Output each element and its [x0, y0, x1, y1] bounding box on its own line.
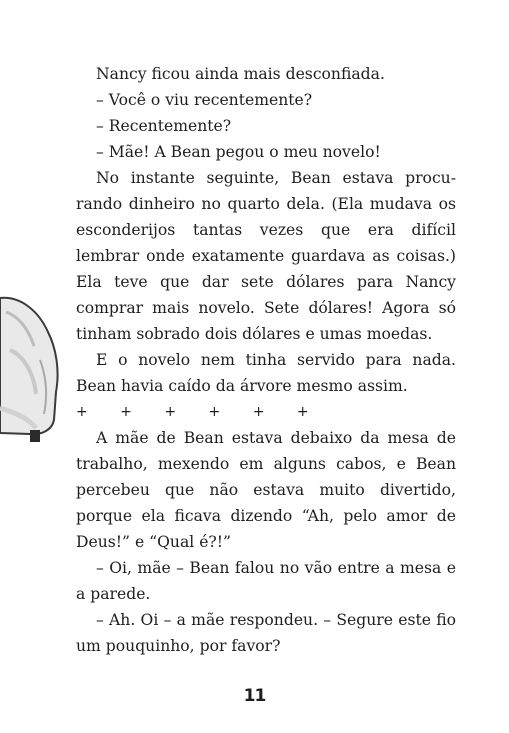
paragraph: – Mãe! A Bean pegou o meu novelo! — [96, 143, 381, 161]
paragraph: – Você o viu recentemente? — [96, 91, 313, 109]
paragraph: A mãe de Bean estava debaixo da mesa de trabalho, mexendo em alguns cabos, e Bean percebeu que não estava muito divertido, porque ela ficava dizendo “Ah, pelo amor de Deus!” e “Qual é?!” — [76, 429, 456, 551]
page-number: 11 — [243, 686, 266, 706]
paragraph: – Oi, mãe – Bean falou no vão entre a mesa e a parede. — [76, 559, 456, 603]
body-text — [76, 61, 456, 659]
armchair-illustration — [0, 290, 70, 460]
section-separator: + + + + + + — [76, 404, 323, 420]
paragraph: Nancy ficou ainda mais desconfiada. — [96, 65, 385, 83]
paragraph: No instante seguinte, Bean estava procu-rando dinheiro no quarto dela. (Ela mudava os esconderijos tantas vezes que era difícil lembrar onde exatamente guardava as coisas.) Ela teve que dar sete dólares para Nancy comprar mais novelo. Sete dólares! Agora só tinham sobrado dois dólares e umas moedas. — [76, 169, 456, 343]
paragraph: – Ah. Oi – a mãe respondeu. – Segure este fio um pouquinho, por favor? — [76, 611, 456, 655]
paragraph: E o novelo nem tinha servido para nada. Bean havia caído da árvore mesmo assim. — [76, 351, 456, 395]
paragraph: – Recentemente? — [96, 117, 232, 135]
